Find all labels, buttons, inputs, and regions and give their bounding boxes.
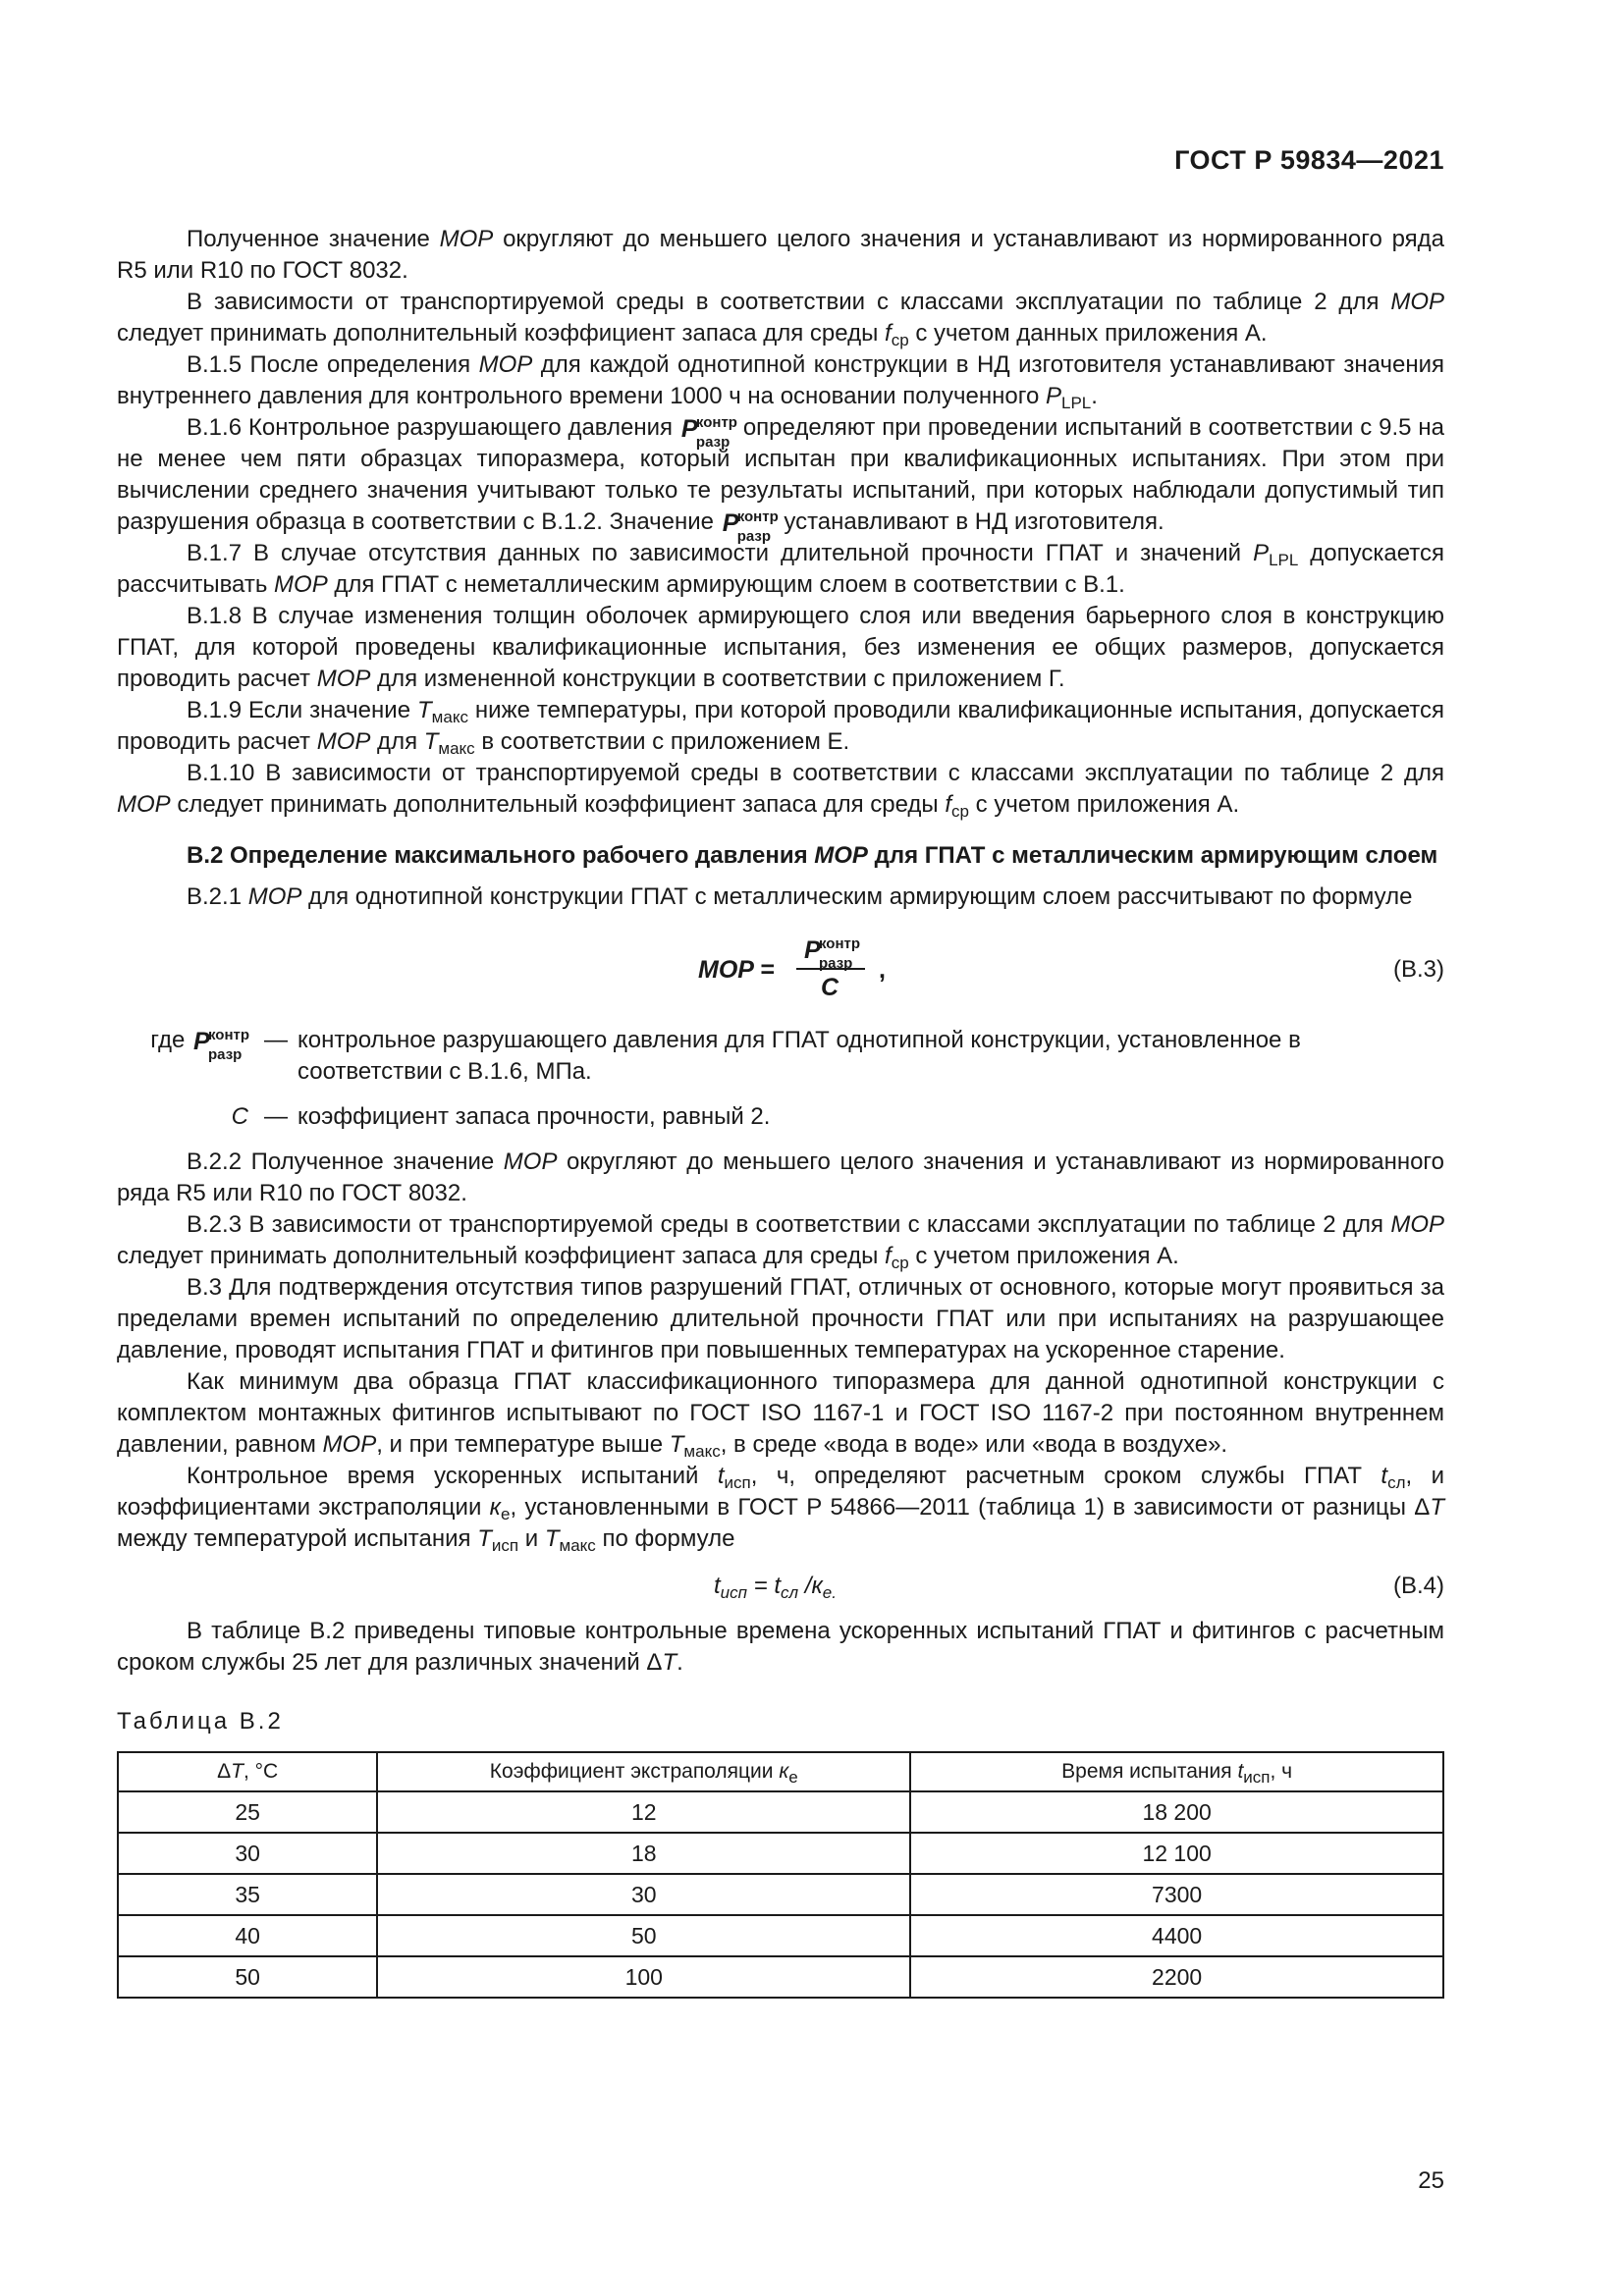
table-cell: 35: [118, 1874, 377, 1915]
table-row: [118, 1874, 1443, 1915]
table-cell: 7300: [910, 1874, 1443, 1915]
legend-row: [117, 1101, 1444, 1133]
document-body: [117, 224, 1444, 1999]
formula-number: (В.3): [1392, 956, 1444, 983]
table-cell: 100: [377, 1956, 910, 1998]
formula-b3: [117, 925, 1444, 1015]
legend-dash: —: [264, 1103, 288, 1130]
legend-row: [117, 1025, 1444, 1088]
p-control-symbol: P контр разр: [804, 935, 861, 972]
p-control-symbol: P контр разр: [193, 1027, 250, 1063]
formula-b4: [117, 1561, 1444, 1616]
table-row: [118, 1791, 1443, 1833]
data-table: [117, 1751, 1444, 1999]
table-cell: 30: [377, 1874, 910, 1915]
paragraph-p7: В.1.9 Если значение $T_{макс}$ ниже температуры, при которой проводили квалификационные испытания, допускается проводить расчет MOP для $T_{макс}$ в соответствии с приложением Е.: [117, 697, 1444, 758]
legend-symbol: C: [231, 1103, 248, 1130]
paragraph-p9: В.2.2 Полученное значение MOP округляют до меньшего целого значения и устанавливают из нормированного ряда R5 или R10 по ГОСТ 8032.: [117, 1148, 1445, 1206]
formula-legend: [117, 1025, 1444, 1133]
paragraph-p10: В.2.3 В зависимости от транспортируемой среды в соответствии с классами эксплуатации по таблице 2 для MOP следует принимать дополнительный коэффициент запаса для среды $f_{ср}$ с учетом приложения А.: [117, 1211, 1444, 1272]
table-cell: 12: [377, 1791, 910, 1833]
paragraph-p12: Как минимум два образца ГПАТ классификационного типоразмера для данной однотипной конструкции с комплектом монтажных фитингов испытывают по ГОСТ ISO 1167-1 и ГОСТ ISO 1167-2 при постоянном внутреннем давлении, равном MOP, и при температуре выше $T_{макс}$, в среде «вода в воде» или «вода в воздухе».: [117, 1368, 1444, 1461]
table-cell: 50: [377, 1915, 910, 1956]
table-cell: 30: [118, 1833, 377, 1874]
p-control-symbol: P контр разр: [680, 414, 737, 451]
paragraphs-section-b2: [117, 1147, 1444, 1555]
table-cell: 25: [118, 1791, 377, 1833]
paragraph-p1: Полученное значение MOP округляют до меньшего целого значения и устанавливают из нормированного ряда R5 или R10 по ГОСТ 8032.: [117, 226, 1444, 284]
legend-dash: —: [264, 1027, 288, 1053]
table-title: Таблица В.2: [117, 1708, 284, 1735]
paragraphs-section-b1: [117, 224, 1444, 821]
table-cell: 2200: [910, 1956, 1443, 1998]
table-cell: 12 100: [910, 1833, 1443, 1874]
formula-number: (В.4): [1392, 1573, 1444, 1599]
formula-expression: $t_{исп} = t_{сл}$ $/к_{e.}$: [714, 1573, 837, 1602]
formula-fraction: [781, 925, 879, 1003]
paragraph-p13: Контрольное время ускоренных испытаний $t_{исп}$, ч, определяют расчетным сроком службы ГПАТ $t_{сл}$, и коэффициентами экстраполяции $к_e$, установленными в ГОСТ Р 54866—2011 (таблица 1) в зависимости от разницы ΔT между температурой испытания $T_{исп}$ и $T_{макс}$ по формуле: [117, 1463, 1445, 1555]
table-cell: 18 200: [910, 1791, 1443, 1833]
legend-description: коэффициент запаса прочности, равный 2.: [298, 1103, 771, 1130]
table-header-cell: Время испытания $t_{исп}$, ч: [910, 1752, 1443, 1791]
table-header-row: [118, 1752, 1443, 1791]
table-row: [118, 1833, 1443, 1874]
fraction-denominator: C: [820, 974, 839, 1001]
table-cell: 4400: [910, 1915, 1443, 1956]
table-cell: 50: [118, 1956, 377, 1998]
formula-lhs: MOP =: [698, 956, 775, 984]
table-row: [118, 1915, 1443, 1956]
fraction-numerator: [781, 925, 879, 972]
paragraph-p8: В.1.10 В зависимости от транспортируемой среды в соответствии с классами эксплуатации по таблице 2 для MOP следует принимать дополнительный коэффициент запаса для среды $f_{ср}$ с учетом приложения А.: [117, 760, 1444, 821]
paragraph-p2: В зависимости от транспортируемой среды в соответствии с классами эксплуатации по таблице 2 для MOP следует принимать дополнительный коэффициент запаса для среды $f_{ср}$ с учетом данных приложения А.: [117, 289, 1444, 349]
paragraph-p4: В.1.6 Контрольное разрушающего давления P контр разр определяют при проведении испытаний в соответствии с 9.5 на не менее чем пяти образцах типоразмера, который испытан при квалификационных испытаниях. При этом при вычислении среднего значения учитывают только те результаты испытаний, при которых наблюдали допустимый тип разрушения образца в соответствии с В.1.2. Значение P контр разр устанавливают в НД изготовителя.: [117, 414, 1444, 545]
p-control-symbol: P контр разр: [722, 508, 779, 545]
paragraph-p3: В.1.5 После определения MOP для каждой однотипной конструкции в НД изготовителя устанавливают значения внутреннего давления для контрольного времени 1000 ч на основании полученного $P_{LPL}$.: [117, 351, 1444, 412]
document-header: ГОСТ Р 59834—2021: [1174, 145, 1444, 175]
paragraph-p11: В.3 Для подтверждения отсутствия типов разрушений ГПАТ, отличных от основного, которые могут проявиться за пределами времен испытаний по определению длительной прочности ГПАТ или при испытаниях на разрушающее давление, проводят испытания ГПАТ и фитингов при повышенных температурах на ускоренное старение.: [117, 1274, 1444, 1363]
legend-symbol: где P контр разр: [150, 1027, 250, 1063]
paragraph-table-intro: В таблице В.2 приведены типовые контрольные времена ускоренных испытаний ГПАТ и фитингов с расчетным сроком службы 25 лет для различных значений ΔT.: [117, 1618, 1444, 1676]
section-heading-b2: В.2 Определение максимального рабочего давления MOP для ГПАТ с металлическим армирующим слоем: [187, 842, 1438, 869]
paragraph-p6: В.1.8 В случае изменения толщин оболочек армирующего слоя или введения барьерного слоя в конструкцию ГПАТ, для которой проведены квалификационные испытания, без изменения ее общих размеров, допускается проводить расчет MOP для измененной конструкции в соответствии с приложением Г.: [117, 603, 1444, 692]
paragraph-b21: В.2.1 MOP для однотипной конструкции ГПАТ с металлическим армирующим слоем рассчитывают по формуле: [187, 883, 1413, 910]
table-cell: 18: [377, 1833, 910, 1874]
table-row: [118, 1956, 1443, 1998]
table-header-cell: ΔT, °C: [118, 1752, 377, 1791]
page-number: 25: [1418, 2167, 1444, 2194]
legend-description: контрольное разрушающего давления для ГПАТ однотипной конструкции, установленное в соответствии с В.1.6, МПа.: [298, 1027, 1301, 1085]
table-header-cell: Коэффициент экстраполяции $к_e$: [377, 1752, 910, 1791]
table-body: [118, 1791, 1443, 1998]
formula-comma: ,: [879, 956, 886, 984]
paragraph-p5: В.1.7 В случае отсутствия данных по зависимости длительной прочности ГПАТ и значений $P_{LPL}$ допускается рассчитывать MOP для ГПАТ с неметаллическим армирующим слоем в соответствии с В.1.: [117, 540, 1445, 598]
table-cell: 40: [118, 1915, 377, 1956]
